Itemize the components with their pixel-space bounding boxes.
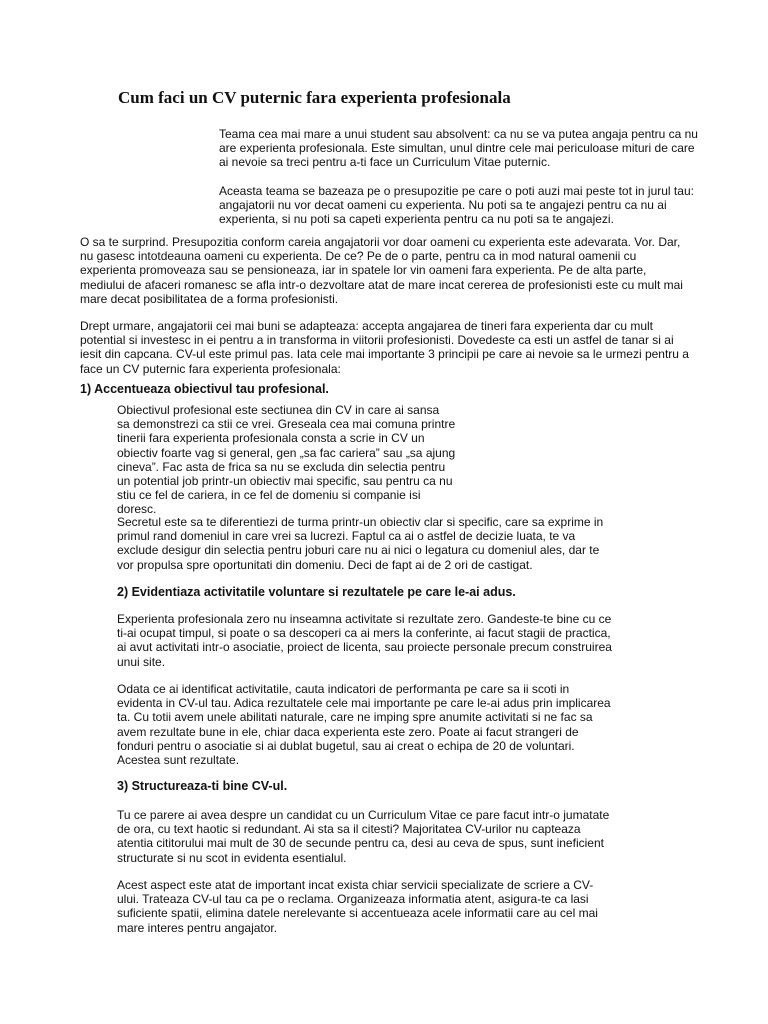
text-line: doresc.: [117, 502, 157, 517]
text-line: mediului de afaceri romanesc se afla intr-o dezvoltare atat de mare incat cererea de profesionisti este cu mult mai: [80, 277, 683, 292]
text-line: nu gasesc intotdeauna oameni cu experienta. De ce? Pe de o parte, pentru ca in mod natural oamenii cu: [80, 249, 637, 264]
text-line: mare interes pentru angajator.: [117, 920, 278, 935]
text-line: potential si investesc in ei pentru a in transforma in viitorii profesionisti. Dovedeste ca esti un astfel de tanar si ai: [80, 333, 674, 348]
text-line: Aceasta teama se bazeaza pe o presupozitie pe care o poti auzi mai peste tot in jurul tau:: [219, 184, 694, 198]
text-line: ai nevoie sa treci pentru a-ti face un Curriculum Vitae puternic.: [219, 155, 551, 170]
text-line: unui site.: [117, 654, 166, 669]
text-line: iesit din capcana. CV-ul este primul pas. Iata cele mai importante 3 principii pe care ai nevoie sa le urmezi pentru a: [80, 347, 689, 362]
text-line: evidenta in CV-ul tau. Adica rezultatele cele mai importante pe care le-ai adus prin implicarea: [117, 696, 611, 711]
text-line: tinerii fara experienta profesionala consta a scrie in CV un: [117, 431, 425, 446]
text-line: primul rand domeniul in care vrei sa lucrezi. Faptul ca ai o astfel de decizie luata, te va: [117, 529, 576, 544]
body-paragraph-2: [80, 319, 689, 376]
text-line: ti-ai ocupat timpul, si poate o sa descoperi ca ai mers la conferinte, ai facut stagii de practica,: [117, 626, 611, 641]
section-3-paragraph-2: [117, 878, 598, 935]
text-line: un potential job printr-un obiectiv mai specific, sau pentru ca nu: [117, 474, 453, 489]
text-line: obiectiv foarte vag si general, gen „sa fac cariera” sau „sa ajung: [117, 445, 456, 460]
text-line: atentia cititorului mai mult de 30 de secunde pentru ca, desi au ceva de spus, sunt ineficient: [117, 836, 604, 851]
intro-paragraph-2: [219, 184, 694, 227]
text-line: stiu ce fel de cariera, in ce fel de domeniu si companie isi: [117, 488, 421, 503]
text-line: ai avut activitati intr-o asociatie, proiect de licenta, sau proiecte personale precum construirea: [117, 640, 612, 655]
intro-paragraph-1: [219, 127, 698, 170]
text-line: ului. Trateaza CV-ul tau ca pe o reclama. Organizeaza informatia atent, asigura-te ca lasi: [117, 892, 589, 907]
text-line: O sa te surprind. Presupozitia conform careia angajatorii vor doar oameni cu experienta este adevarata. Vor. Dar,: [80, 235, 681, 249]
body-paragraph-1: [80, 235, 683, 306]
text-line: suficiente spatii, elimina datele nerelevante si accentueaza acele informatii care au cel mai: [117, 906, 598, 921]
text-line: Tu ce parere ai avea despre un candidat cu un Curriculum Vitae ce pare facut intr-o jumatate: [117, 808, 610, 822]
text-line: Experienta profesionala zero nu inseamna activitate si rezultate zero. Gandeste-te bine cu ce: [117, 612, 612, 626]
section-heading-3: 3) Structureaza-ti bine CV-ul.: [117, 779, 288, 793]
text-line: cineva”. Fac asta de frica sa nu se excluda din selectia pentru: [117, 459, 446, 474]
section-heading-2: 2) Evidentiaza activitatile voluntare si rezultatele pe care le-ai adus.: [117, 585, 516, 599]
text-line: mare decat posibilitatea de a forma profesionisti.: [80, 291, 339, 306]
text-line: Teama cea mai mare a unui student sau absolvent: ca nu se va putea angaja pentru ca nu: [219, 127, 698, 141]
text-line: avem rezultate bune in ele, chiar daca experienta este zero. Poate ai facut strangeri de: [117, 724, 579, 739]
text-line: ta. Cu totii avem unele abilitati naturale, care ne imping spre anumite activitati si ne fac sa: [117, 710, 593, 725]
text-line: angajatorii nu vor decat oameni cu experienta. Nu poti sa te angajezi pentru ca nu ai: [219, 198, 667, 213]
text-line: Obiectivul profesional este sectiunea din CV in care ai sansa: [117, 403, 440, 417]
text-line: vor propulsa spre oportunitati din domeniu. Deci de fapt ai de 2 ori de castigat.: [117, 557, 533, 572]
text-line: Acest aspect este atat de important incat exista chiar servicii specializate de scriere a CV-: [117, 878, 594, 892]
text-line: are experienta profesionala. Este simultan, unul dintre cele mai periculoase mituri de care: [219, 141, 695, 156]
text-line: Odata ce ai identificat activitatile, cauta indicatori de performanta pe care sa ii scoti in: [117, 682, 570, 696]
text-line: sa demonstrezi ca stii ce vrei. Greseala cea mai comuna printre: [117, 417, 456, 432]
text-line: exclude desigur din selectia pentru joburi care nu ai nici o legatura cu domeniul ales, dar te: [117, 543, 600, 558]
section-1-paragraph-1: [117, 403, 455, 517]
text-line: experienta, si nu poti sa capeti experienta pentru ca nu poti sa te angajezi.: [219, 212, 614, 227]
section-1-paragraph-2: [117, 515, 603, 572]
text-line: fonduri pentru o asociatie si ai dublat bugetul, sau ai creat o echipa de 20 de voluntari.: [117, 738, 575, 753]
text-line: structurate si nu scot in evidenta esentialul.: [117, 850, 347, 865]
text-line: experienta promoveaza sau se pensioneaza, iar in spatele lor vin oameni fara experienta. Pe de alta parte,: [80, 263, 647, 278]
section-3-paragraph-1: [117, 808, 609, 865]
text-line: Acestea sunt rezultate.: [117, 753, 240, 768]
text-line: Drept urmare, angajatorii cei mai buni se adapteaza: accepta angajarea de tineri fara experienta dar cu mult: [80, 319, 653, 333]
section-2-paragraph-1: [117, 612, 612, 669]
page-title: Cum faci un CV puternic fara experienta profesionala: [118, 88, 511, 107]
text-line: Secretul este sa te diferentiezi de turma printr-un obiectiv clar si specific, care sa exprime in: [117, 515, 604, 529]
section-2-paragraph-2: [117, 682, 611, 767]
section-heading-1: 1) Accentueaza obiectivul tau profesional.: [80, 382, 329, 396]
text-line: face un CV puternic fara experienta profesionala:: [80, 361, 341, 376]
text-line: de ora, cu text haotic si redundant. Ai sta sa il citesti? Majoritatea CV-urilor nu capteaza: [117, 822, 581, 837]
